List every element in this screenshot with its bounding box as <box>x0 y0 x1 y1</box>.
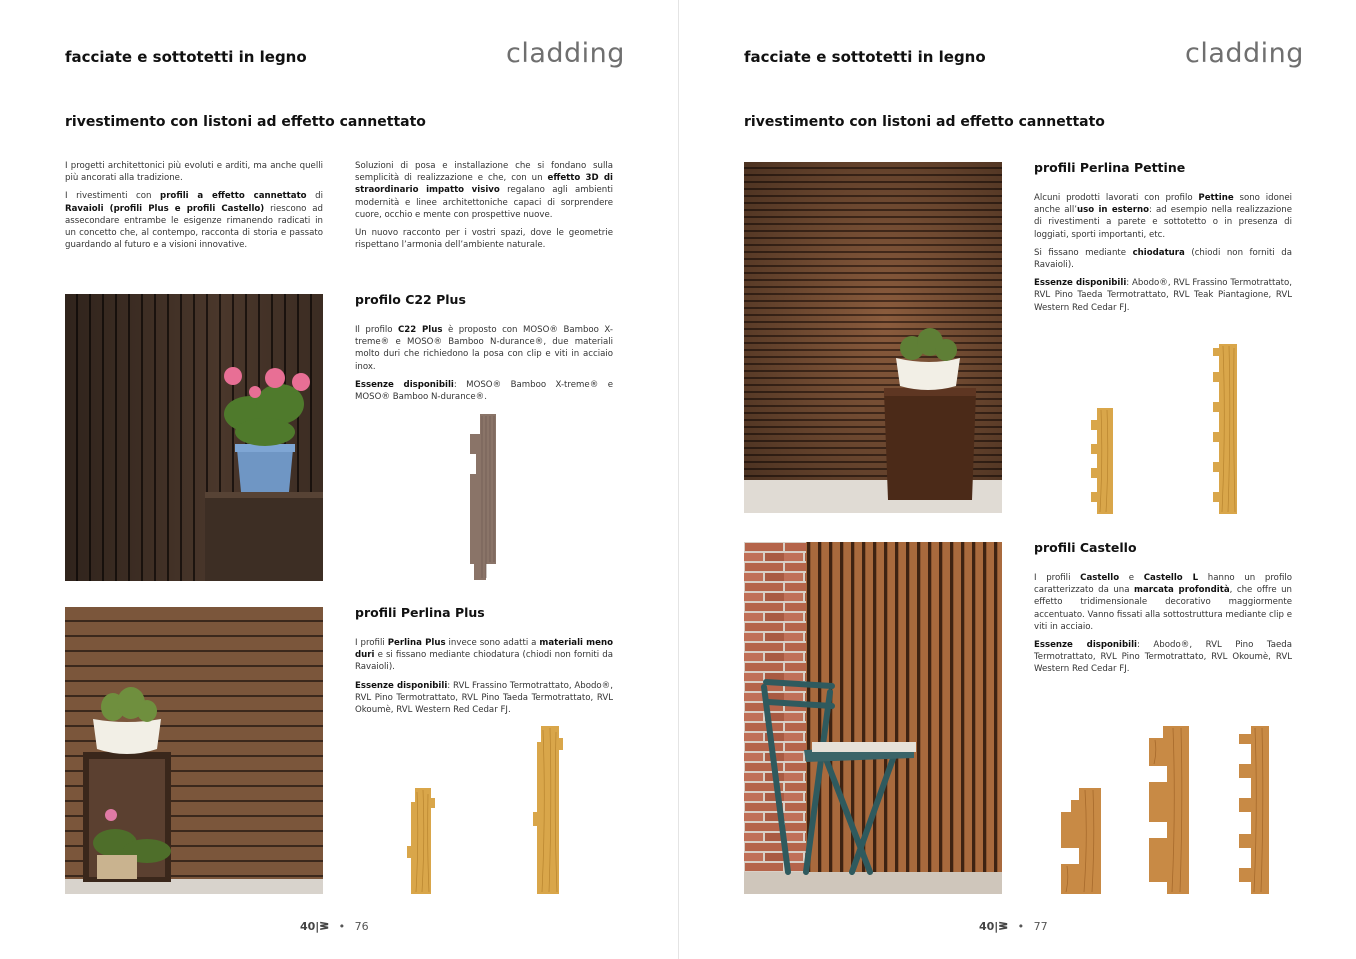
profile-title-castello: profili Castello <box>1034 540 1137 555</box>
castello-l-profile <box>1235 726 1275 894</box>
profile-title-c22-plus: profilo C22 Plus <box>355 292 466 307</box>
brand-logo: 40|ᕒ <box>300 920 330 933</box>
page-footer <box>979 920 1048 933</box>
intro-paragraph: I progetti architettonici più evoluti e arditi, ma anche quelli più ancorati alla tradizione. <box>65 161 323 184</box>
page-number: 76 <box>354 920 369 933</box>
footer-separator: • <box>1017 920 1025 933</box>
castello-description: I profili Castello e Castello L hanno un profilo caratterizzato da una marcata profondità, che offre un effetto tridimensionale decorativo maggiormente accentuato. Vanno fissati alla sottostruttura mediante clip e viti in acciaio. Essenze disponibili: Abodo®, RVL Pino Taeda Termotrattato, RVL Pino Termotrattato, RVL Okoumè, RVL Western Red Cedar FJ. <box>1034 573 1293 675</box>
intro-column-2 <box>355 160 613 257</box>
intro-column-1 <box>65 160 323 257</box>
perlina-plus-small-profile <box>405 788 437 894</box>
castello-large-profile <box>1145 726 1193 894</box>
pettine-large-profile <box>1209 344 1241 514</box>
subtitle: rivestimento con listoni ad effetto cannettato <box>744 114 1105 130</box>
photo-horizontal-slats-cactus <box>65 607 323 894</box>
pettine-small-profile <box>1087 408 1117 514</box>
footer-separator: • <box>338 920 346 933</box>
pettine-description: Alcuni prodotti lavorati con profilo Pettine sono idonei anche all’uso in esterno: ad esempio nella realizzazione di rivestimenti a parete e sottotetto o in presenza di loggiati, sporti importanti, etc. Si fissano mediante chiodatura (chiodi non forniti da Ravaioli). Essenze disponibili: Abodo®, RVL Frassino Termotrattato, RVL Pino Taeda Termotrattato, RVL Teak Piantagione, RVL Western Red Cedar FJ. <box>1034 193 1292 313</box>
brand-heading: cladding <box>506 38 625 69</box>
brand-heading: cladding <box>1185 38 1304 69</box>
page-number: 77 <box>1033 920 1048 933</box>
perlina-plus-large-profile <box>531 726 565 894</box>
subtitle: rivestimento con listoni ad effetto cannettato <box>65 114 426 130</box>
perlina-plus-description: I profili Perlina Plus invece sono adatti a materiali meno duri e si fissano mediante chiodatura (chiodi non forniti da Ravaioli). Essenze disponibili: RVL Frassino Termotrattato, Abodo®, RVL Pino Termotrattato, RVL Pino Taeda Termotrattato, RVL Okoumè, RVL Western Red Cedar FJ. <box>355 638 613 716</box>
profile-title-perlina-plus: profili Perlina Plus <box>355 605 485 620</box>
intro-paragraph: Soluzioni di posa e installazione che si fondano sulla semplicità di realizzazione e che, con un effetto 3D di straordinario impatto visivo regalano agli ambienti modernità e linee architettoniche capaci di sorprendere cuore, occhio e mente con prospettive nuove. <box>355 161 613 220</box>
right-page <box>678 0 1356 959</box>
section-title: facciate e sottotetti in legno <box>65 48 307 66</box>
castello-small-profile <box>1057 788 1105 894</box>
photo-pettine-wall-cactus <box>744 162 1002 513</box>
profile-title-perlina-pettine: profili Perlina Pettine <box>1034 160 1186 175</box>
section-title: facciate e sottotetti in legno <box>744 48 986 66</box>
intro-paragraph: I rivestimenti con profili a effetto cannettato di Ravaioli (profili Plus e profili Castello) riescono ad assecondare entrambe le esigenze rimanendo radicati in un concetto che, al contempo, racconta di storia e passato guardando al futuro e a visioni innovative. <box>65 191 323 251</box>
brand-logo: 40|ᕒ <box>979 920 1009 933</box>
photo-castello-wall-chair <box>744 542 1002 894</box>
intro-paragraph: Un nuovo racconto per i vostri spazi, dove le geometrie rispettano l’armonia dell’ambiente naturale. <box>355 228 613 251</box>
page-footer <box>300 920 369 933</box>
c22-description: Il profilo C22 Plus è proposto con MOSO® Bamboo X-treme® e MOSO® Bamboo N-durance®, due materiali molto duri che richiedono la posa con clip e viti in acciaio inox. Essenze disponibili: MOSO® Bamboo X-treme® e MOSO® Bamboo N-durance®. <box>355 325 613 403</box>
photo-vertical-slats-roses <box>65 294 323 581</box>
c22-profile-drawing <box>468 414 500 582</box>
